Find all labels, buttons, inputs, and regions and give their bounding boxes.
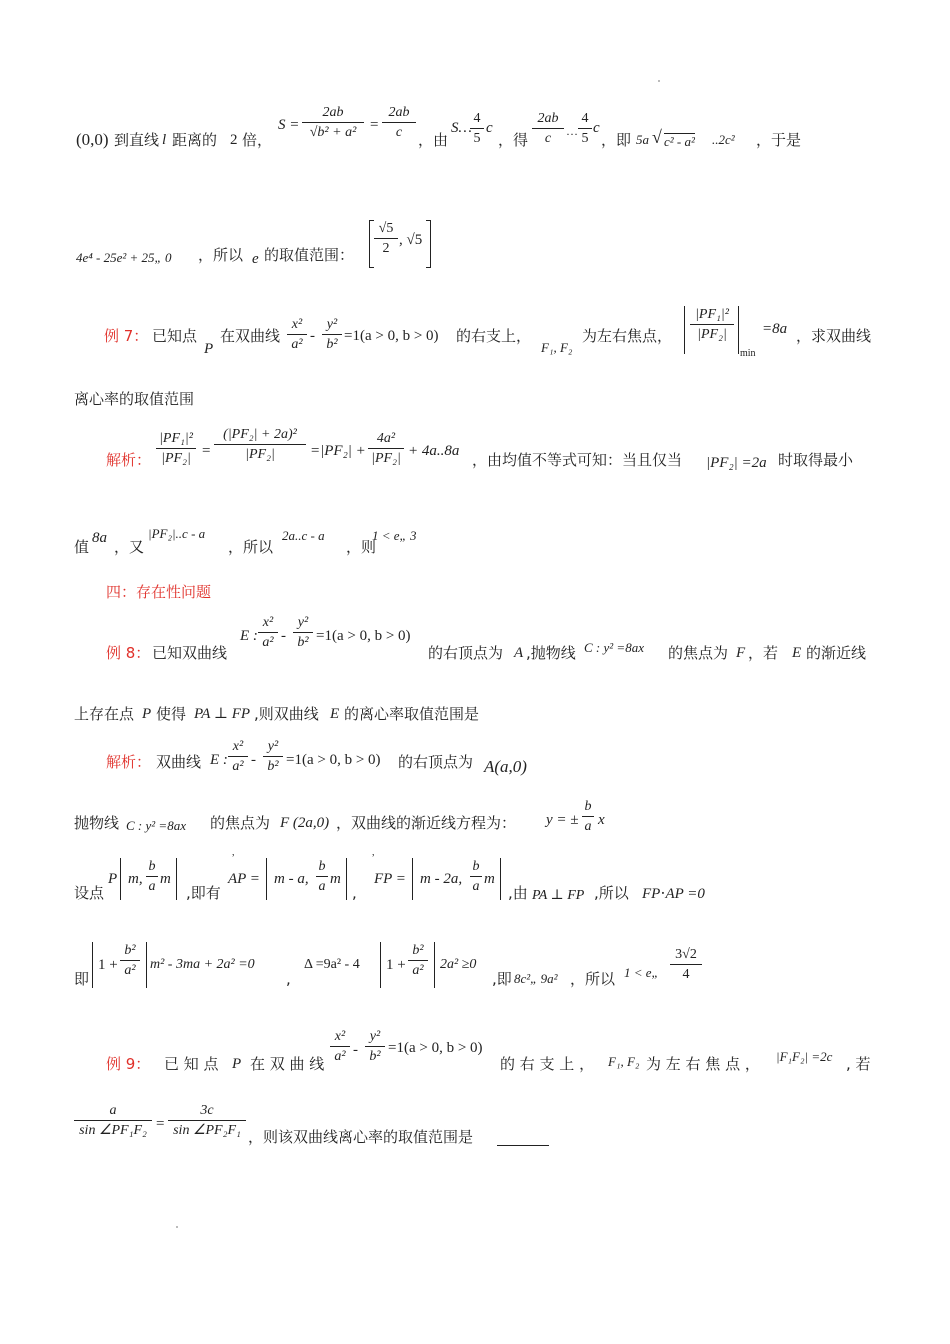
ex7-sol-plus: + 4a..8a [408, 443, 460, 459]
ex7-t2: 在双曲线 [220, 327, 281, 345]
ex7-t1: 已知点 [152, 327, 198, 345]
text-bei: 倍， [242, 131, 273, 149]
ex8-sol-t12: ，所以 [570, 970, 616, 988]
ex9-F1F2: F₁, F₂ [608, 1054, 640, 1069]
ex8-sol-m-comma: m, [128, 871, 143, 887]
ineq-tail: ..2c² [712, 132, 735, 147]
ex7-frac-x2a2: x² a² [287, 318, 307, 352]
ge-dots: … [566, 124, 578, 138]
ex9-t6: ，则该双曲线离心率的取值范围是 [248, 1128, 474, 1146]
ex9-t3: 的 右 支 上 ， [500, 1055, 595, 1073]
ex8-sol-t1: 双曲线 [156, 753, 202, 771]
ex8-E2: E [792, 645, 802, 661]
ex8-t2: 的右顶点为 [428, 644, 504, 662]
ex8-sol-m2tail: m² - 3ma + 2a² =0 [150, 957, 255, 972]
ex9-cond: =1(a > 0, b > 0) [388, 1040, 483, 1056]
ex8-sol-vec-dot1: , [232, 847, 235, 858]
ex8-sol-P: P [108, 871, 118, 887]
frac-area: 2ab √b² + a² [302, 106, 364, 140]
ex8-paren1-l [120, 858, 125, 900]
ex8-sol-frac-x2a2: x² a² [228, 740, 248, 774]
ex8-frac-y2b2: y² b² [293, 616, 313, 650]
ex7-cond: =1(a > 0, b > 0) [344, 328, 439, 344]
ex8-sol-frac-ba-4: b a [470, 860, 482, 894]
ex9-t4: 为 左 右 焦 点 ， [646, 1055, 760, 1073]
ex8-sol-oneplus2: 1 + [386, 957, 406, 973]
ex7-sol-frac1: |PF₁|² |PF₂| [156, 432, 196, 466]
ex8-sol-t11: ,即 [492, 970, 512, 988]
S-eq: S = [278, 117, 300, 133]
ex9-eq: = [156, 1116, 165, 1132]
ex7-P: P [204, 341, 214, 357]
ex8-sol-FP: FP = [374, 871, 406, 887]
ex8-t1: 已知双曲线 [152, 644, 228, 662]
ex8-sol-m2: m [330, 871, 341, 887]
ex8-E: E : [240, 628, 258, 644]
frac-sqrt5-2: √5 2 [374, 222, 398, 256]
text-suoyi: ，所以 [198, 246, 244, 264]
ex8-t3: ,抛物线 [526, 644, 576, 662]
ex8-t8: 使得 [156, 705, 187, 723]
frac-4-5: 4 5 [470, 112, 484, 146]
ex8-sol-t5: ，双曲线的渐近线方程为： [336, 814, 517, 832]
ex7-sol-eqPF2: =|PF₂| + [310, 443, 366, 459]
ex7-sol-erange: 1 < e„ 3 [372, 528, 417, 543]
quartic-ineq: 4e⁴ - 25e² + 25„ 0 [76, 250, 172, 265]
text-yushi: ，于是 [756, 131, 802, 149]
ex8-sol-comma2: , [286, 970, 291, 988]
scan-dot [176, 1226, 178, 1228]
ex8-paren1-r [172, 858, 177, 900]
ex8-sol-t8: ,由 [508, 884, 528, 902]
ex8-parab: C : y² =8ax [584, 640, 644, 655]
ex8-sol-comma: , [352, 884, 357, 902]
ex8-sol-parab: C : y² =8ax [126, 818, 186, 833]
ex7-t3: 的右支上， [456, 327, 532, 345]
ex8-frac-x2a2: x² a² [258, 616, 278, 650]
eq-sign: = [370, 117, 379, 133]
ex8-sol-frac-ba-3: b a [316, 860, 328, 894]
ex9-minus: - [353, 1042, 358, 1058]
ex8-t6: 的渐近线 [806, 644, 867, 662]
ex8-sol-t7: ,即有 [186, 884, 221, 902]
text-range: 的取值范围： [264, 246, 355, 264]
S-ge: S… [451, 120, 472, 136]
ex8-sol-vec-dot2: , [372, 847, 375, 858]
ex8-sol-AP: AP = [228, 871, 260, 887]
ex8-sol-frac-ba: b a [582, 800, 594, 834]
ex8-sol-t4: 的焦点为 [210, 814, 271, 832]
ex8-paren5-l [380, 942, 385, 988]
ex8-paren2-r [342, 858, 347, 900]
ex7-sol-t6: ，则 [346, 538, 377, 556]
ex7-frac-PF: |PF₁|² |PF₂| [690, 308, 734, 342]
ex9-t2: 在 双 曲 线 [250, 1055, 325, 1073]
ex8-sol-Aa0: A(a,0) [484, 757, 527, 776]
ex7-t4: 为左右焦点， [582, 327, 673, 345]
ex9-frac-x2a2: x² a² [330, 1030, 350, 1064]
ex9-t1: 已 知 点 [164, 1055, 219, 1073]
ex7-F1F2: F₁, F₂ [541, 340, 573, 355]
ex8-sol-minus: - [251, 752, 256, 768]
ex7-frac-y2b2: y² b² [322, 318, 342, 352]
ex8-sol-label: 解析： [106, 753, 152, 771]
frac-4-5-2: 4 5 [578, 112, 592, 146]
ex7-sol-t2: 时取得最小 [778, 451, 854, 469]
ex8-paren4-r [142, 942, 147, 988]
ex7-paren-l [684, 306, 689, 354]
text-de: ，得 [498, 131, 529, 149]
ex8-sol-t3: 抛物线 [74, 814, 120, 832]
ex8-sol-frac-ba-2: b a [146, 860, 158, 894]
frac-2ab-c: 2ab c [382, 106, 416, 140]
ex8-F: F [736, 645, 746, 661]
ex8-sol-frac-3sqrt2-4: 3√2 4 [670, 948, 702, 982]
scan-dot [658, 80, 660, 82]
ex7-t6: 离心率的取值范围 [74, 390, 195, 408]
text-ji: ，即 [601, 131, 632, 149]
ex7-sol-PF2ge: |PF₂|..c - a [148, 526, 206, 541]
ex8-t10: 的离心率取值范围是 [344, 705, 480, 723]
ex8-A: A [514, 645, 524, 661]
text-dist2: 距离的 [172, 131, 218, 149]
ex8-label: 例 8： [106, 644, 151, 662]
ex7-min: min [740, 348, 756, 359]
ex7-sol-label: 解析： [106, 451, 152, 469]
ineq-5a: 5a [636, 132, 649, 147]
ex8-sol-m: m [160, 871, 171, 887]
c-var: c [486, 120, 493, 136]
ex9-F1F2abs: |F₁F₂| =2c [776, 1049, 833, 1064]
ex7-label: 例 7： [104, 327, 149, 345]
ex9-frac-a-sin: a sin ∠PF₁F₂ [74, 1104, 152, 1138]
ex8-sol-mm2a: m - 2a, [420, 871, 463, 887]
ex7-eq8a: =8a [762, 321, 788, 337]
ex8-sol-x: x [598, 812, 605, 828]
ex8-paren3-l [412, 858, 417, 900]
ex8-t7: 上存在点 [74, 705, 135, 723]
ex7-sol-PF2eq: |PF₂| =2a [706, 455, 767, 471]
ex8-sol-F2a0: F (2a,0) [280, 815, 330, 831]
ex8-sol-delta: Δ =9a² - 4 [304, 957, 360, 972]
ex8-P: P [142, 706, 152, 722]
ex9-frac-y2b2: y² b² [365, 1030, 385, 1064]
ex8-t4: 的焦点为 [668, 644, 729, 662]
text-dist: 到直线 [114, 131, 160, 149]
ex7-minus: - [310, 328, 315, 344]
ex8-sol-frac-b2a2: b² a² [120, 944, 140, 978]
ex7-sol-frac2: (|PF₂| + 2a)² |PF₂| [214, 428, 306, 462]
origin-point: (0,0) [76, 130, 109, 149]
ex8-sol-asym: y = ± [546, 812, 579, 828]
num-two: 2 [230, 132, 238, 148]
ex8-sol-frac-b2a2-2: b² a² [408, 944, 428, 978]
ineq-root: c² - a² [664, 134, 695, 149]
ex8-sol-cond: =1(a > 0, b > 0) [286, 752, 381, 768]
ex8-sol-elt: 1 < e„ [624, 965, 659, 980]
sqrt-sign: √ [652, 127, 662, 147]
c-var-2: c [593, 120, 600, 136]
ex8-sol-t2: 的右顶点为 [398, 753, 474, 771]
ex8-sol-frac-y2b2: y² b² [263, 740, 283, 774]
line-l: l [162, 132, 167, 148]
ex8-paren5-r [430, 942, 435, 988]
range-tail: , √5 [399, 232, 423, 248]
ex8-cond: =1(a > 0, b > 0) [316, 628, 411, 644]
ex9-P: P [232, 1056, 242, 1072]
ex9-t5: , 若 [846, 1055, 871, 1073]
ex8-minus: - [281, 628, 286, 644]
ex8-sol-dot0: FP⋅AP =0 [642, 886, 705, 902]
ex8-sol-m3: m [484, 871, 495, 887]
ex8-sol-t10: 即 [74, 970, 90, 988]
ex7-t5: ，求双曲线 [796, 327, 872, 345]
ex8-sol-t6: 设点 [74, 884, 105, 902]
ex8-perp: PA ⊥ FP [194, 706, 251, 722]
ex7-sol-2a: 2a..c - a [282, 528, 325, 543]
ex7-sol-t1: ，由均值不等式可知：当且仅当 [472, 451, 683, 469]
bracket-right [426, 220, 431, 268]
ex9-frac-3c-sin: 3c sin ∠PF₂F₁ [168, 1104, 246, 1138]
ex7-sol-t3: 值 [74, 538, 90, 556]
ex8-sol-t9: ,所以 [594, 884, 629, 902]
ex8-paren2-l [266, 858, 271, 900]
ex7-paren-r [734, 306, 739, 354]
ex8-sol-oneplus: 1 + [98, 957, 118, 973]
ex8-sol-mma: m - a, [274, 871, 309, 887]
ex7-sol-eq: = [202, 443, 211, 459]
ex7-sol-8a: 8a [92, 530, 107, 546]
ex7-sol-t4: ，又 [114, 538, 145, 556]
ex8-sol-perp2: PA ⊥ FP [532, 888, 585, 903]
ex8-sol-E: E : [210, 752, 228, 768]
ex7-sol-frac3: 4a² |PF₂| [368, 432, 404, 466]
answer-blank [497, 1144, 549, 1146]
ex8-t9: ,则双曲线 [254, 705, 319, 723]
ex8-paren3-r [496, 858, 501, 900]
text-you: ，由 [418, 131, 449, 149]
ex8-sol-c2ineq: 8c²„ 9a² [514, 971, 558, 986]
ex8-sol-deltatail: 2a² ≥0 [440, 957, 477, 972]
ex8-E3: E [330, 706, 340, 722]
frac-2ab-c-2: 2ab c [532, 112, 564, 146]
ex8-t5: ，若 [748, 644, 779, 662]
ex7-sol-t5: ，所以 [228, 538, 274, 556]
e-var: e [252, 251, 259, 267]
section-title: 四：存在性问题 [106, 583, 212, 601]
ex9-label: 例 9： [106, 1055, 151, 1073]
ex8-paren4-l [92, 942, 97, 988]
